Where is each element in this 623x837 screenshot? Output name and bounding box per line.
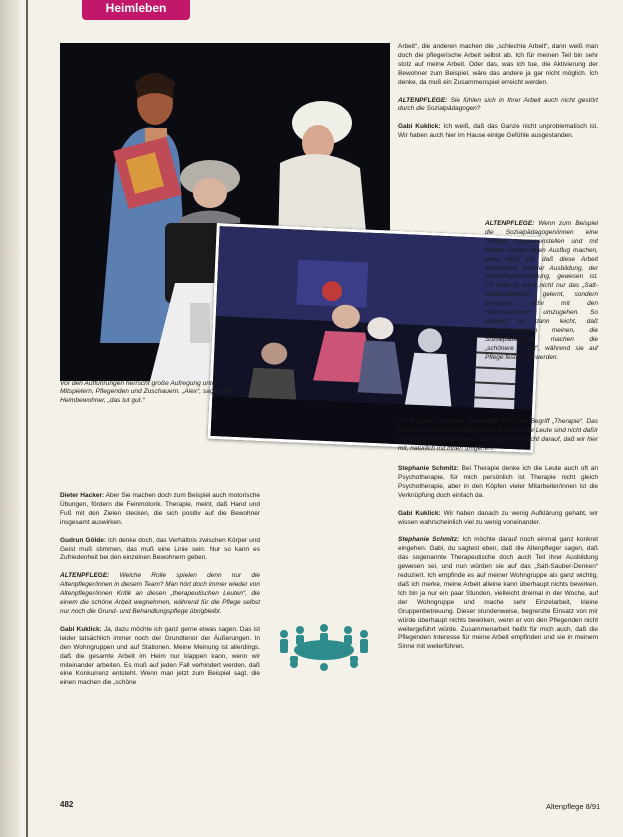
question-paragraph: ALTENPFLEGE: Sie fühlen sich in Ihrer Arbeit auch nicht gestört durch die Sozialpädagogen? [398,96,598,113]
right-column-bottom [398,465,598,661]
binding-gutter [0,0,20,837]
question-paragraph: ALTENPFLEGE: Wenn zum Beispiel die Sozialpädagogen/innen eine Gruppe zusammenstellen und mit diesen Leuten einen Ausflug machen, dann weiß ich, daß diese Arbeit Bestandteil unserer Ausbildung, der Altenpflegeausbildung, gewesen ist. Ich habe ja auch nicht nur das „Satt-Sauber-Denken“ gelernt, sondern versuche, aktiv mit den Heimbewohnern umzugehen. So passiert es dann leicht, daß Altenpfleger/innen meinen, die Sozialpädagogen machen die „schönere Arbeit“, während sie auf Pflege festgelegt werden. [485,220,598,361]
answer-paragraph: Stephanie Schmitz: Bei Therapie denke ich die Leute auch oft an Psychotherapie, für mich persönlich ist Therapie nicht gleich Psychotherapie, aber in den Köpfen vieler Mitarbeiter/innen ist die Verknüpfung doch einfach da. [398,465,598,499]
right-column-mid [485,220,598,372]
answer-paragraph: Gudrun Gölde: Ich denke doch, das Verhältnis zwischen Körper und Geist muß stimmen, das muß eine Linie sein. Nur so kann es Zufriedenheit bei den einzelnen Bewohnern geben. [60,536,260,562]
right-column-flow [398,418,598,463]
page-number: 482 [60,800,74,809]
issue-label: Altenpflege 8/91 [546,802,601,811]
answer-paragraph: Gabi Kuklick: Wir haben danach zu wenig Aufklärung gehabt, wir wissen wahrscheinlich viel zu wenig voneinander. [398,509,598,526]
answer-paragraph: Dieter Hacker: Aber Sie machen doch zum Beispiel auch motorische Übungen, fördern die Feinmotorik. Therapie, meint, daß Hand und Fuß mit den Zielen stecken, die sich positiv auf die Bewohner insgesamt auswirken. [60,492,260,526]
answer-paragraph: Gabi Kuklick: Ja, dazu möchte ich ganz gerne etwas sagen. Das ist leider tatsächlich immer noch der Grundtenor der Äußerungen. In den Wohngruppen und auf Stationen. Meine Meinung ist allerdings, daß die gesamte Arbeit im Heim nur klappen kann, wenn wir miteinander arbeiten. Es muß auf jeden Fall verhindert werden, daß eine Konkurrenz entsteht. Wenn man jetzt zum Beispiel sagt, die einen machen die „schöne [60,625,261,687]
photo-caption: Vor den Aufführungen herrscht große Aufregung unter Mitspielern, Pflegenden und Zuschauern. „Alex“, sagen die Heimbewohner, „das tut gut.“ [60,380,232,404]
margin-rule [26,0,28,837]
question-paragraph: ALTENPFLEGE: Welche Rolle spielen denn nur die Altenpfleger/innen in diesem Team? Man hört doch immer wieder von Altenpfleger/innen Kritik an diesen „therapeutischen Leuten“, die einem die schöne Arbeit wegnehmen, während für die Pflege selbst nur noch die Grund- und Behandlungspflege übrigbleibt. [60,572,261,615]
paragraph: Arbeit“, die anderen machen die „schlechte Arbeit“, dann weiß man doch die pflegerische Arbeit selbst ab. Ich für meinen Teil bin sehr stolz auf meine Arbeit. Oder das, was ich tue, die Aktivierung der Bewohner zum Beispiel, wäre das andere ja gar nicht möglich. Ich denke, da muß ein Zusammenspiel erreicht werden. [398,43,598,86]
answer-paragraph: Stephanie Schmitz: Ich möchte darauf noch einmal ganz konkret eingehen. Gabi, du sagtest eben, daß die Altenpfleger sagen, daß das sogenannte Therapeutische doch auch Teil ihrer Ausbildung gewesen sei, und nun würden sie auf das „Satt-Sauber-Denken“ reduziert. Ich empfinde es auf meiner Wohngruppe als ganz wichtig, daß ich merke, meine Arbeit alleine kann überhaupt nichts bewirken. Ich bin ja nur ein paar Stunden, vielleicht dreimal in der Woche, auf der Wohngruppe und mache sehr Einzelarbeit, kleine Gruppenbetreuung. Dieser stundenweise, begrenzte Einsatz von mir würde überhaupt nichts bewirken, wenn er von den Pflegenden nicht weitergeführt würde. Zusammenarbeit heißt für mich auch, daß die Pflegenden Interesse für meine Arbeit empfinden und sie in meinem Sinne mit weiterführen. [398,536,598,651]
right-column-top [398,43,598,150]
group-table-icon [270,620,378,672]
answer-paragraph: Gabi Kuklick: Ich weiß, daß das Ganze nicht unproblematisch ist. Wir haben auch hier im Hause einige Gefühle ausgestanden. [398,123,599,140]
section-tab: Heimleben [82,0,190,20]
left-column [60,492,260,697]
paragraph: Ich mag den jüngeren Überbegriff nicht den Begriff „Therapie“. Das kommt so aus dem medizinischen Bereich. Alle Leute sind nicht dafür da, daß wir sie therapieren. Sie haben ein Recht darauf, daß wir hier mit, natürlich mit ihnen umgehen. [398,418,598,452]
